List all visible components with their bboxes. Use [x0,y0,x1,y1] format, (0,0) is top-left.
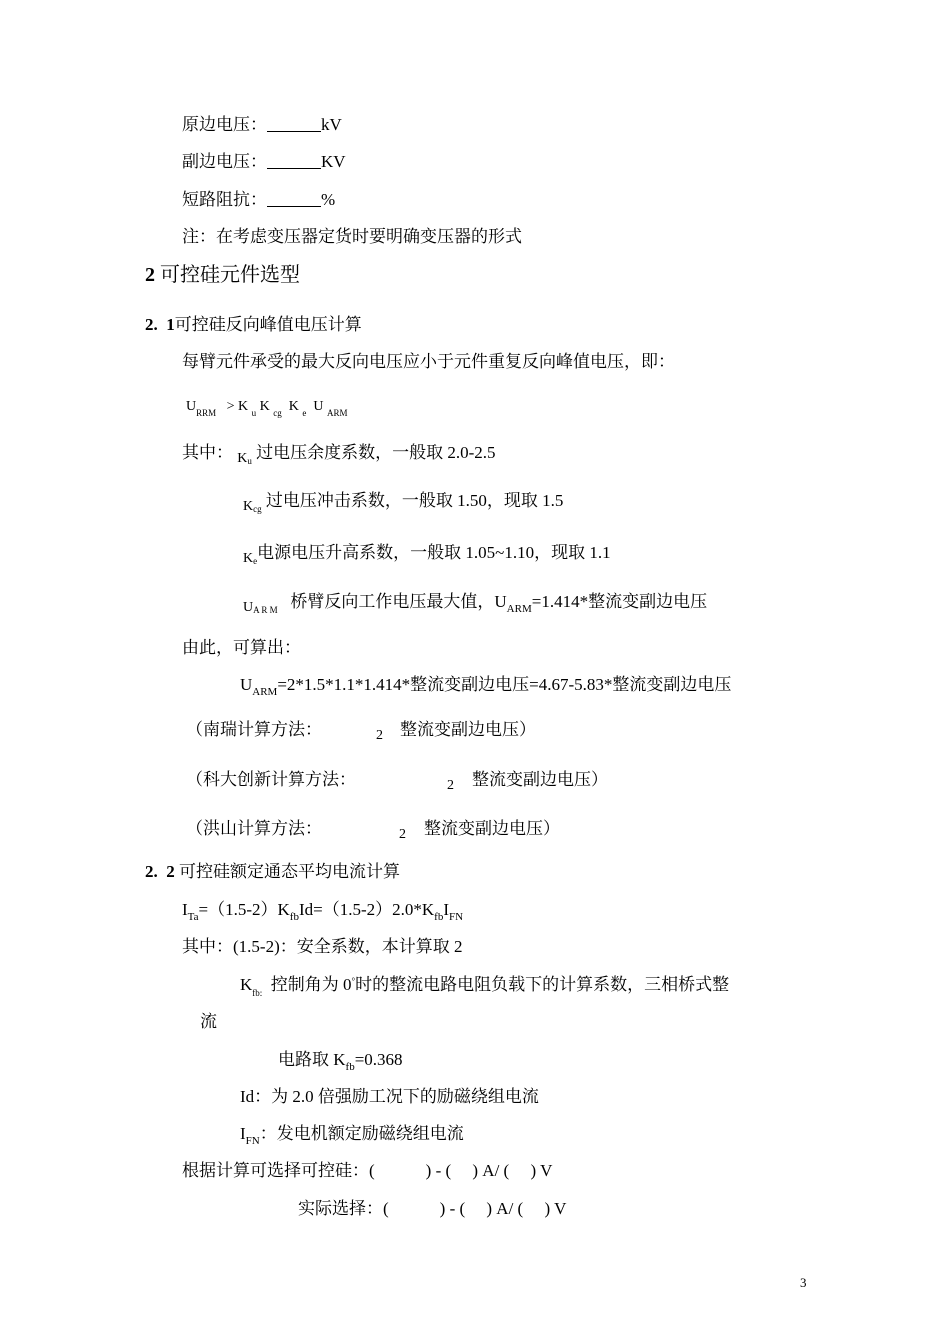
blank-line [267,152,321,169]
param-kcg: $_{Kcg}$ 过电压冲击系数，一般取 1.50，现取 1.5 [243,491,564,514]
primary-voltage-line: 原边电压： kV [182,115,342,134]
subsection-heading-2-2: 2. 2 可控硅额定通态平均电流计算 [145,862,400,881]
blank-line [267,115,321,132]
secondary-voltage-line: 副边电压： KV [182,152,346,171]
actual-selection-line: 实际选择：( ) - ( ) A/ ( ) V [298,1199,567,1218]
intro-paragraph: 每臂元件承受的最大反向电压应小于元件重复反向峰值电压，即： [182,352,675,371]
uarm-result: $U_{ARM}=2*1.5*1.1*1.414*$整流变副边电压=4.67-5.83*整流变副边电压 [240,675,732,698]
transformer-note: 注：在考虑变压器定货时要明确变压器的形式 [182,227,522,246]
kfb-definition: $K_{fb:}$ 控制角为 0°时的整流电路电阻负载下的计算系数，三相桥式整 [240,975,730,998]
ifn-definition: $I_{FN}$：发电机额定励磁绕组电流 [240,1124,464,1147]
page-number: 3 [800,1275,807,1290]
current-formula: $I_{Ta}=(1.5-2)K_{fb}Id=(1.5-2)2.0*K_{fb}I_{FN}$ [182,900,464,923]
impedance-line: 短路阻抗： % [182,190,336,209]
method-keda: （科大创新计算方法： 2 整流变副边电压） [186,770,608,793]
kfb-continuation: 流 [200,1012,217,1031]
method-hongshan: （洪山计算方法： 2 整流变副边电压） [186,819,560,842]
blank-line [267,190,321,207]
param-ke: $_{Ke}$电源电压升高系数，一般取 1.05~1.10，现取 1.1 [243,543,611,566]
voltage-formula: $U_{RRM}$ > K $_u$ K $_{cg}$ K $_e$ U $_{ARM}$ [186,399,348,418]
subsection-heading-2-1: 2. 1可控硅反向峰值电压计算 [145,315,362,334]
kfb-value: 电路取 $K_{fb}=0.368$ [278,1050,403,1073]
param-uarm: $_{UA R M}$ 桥臂反向工作电压最大值，$U_{ARM}=1.414*$整流变副边电压 [243,592,708,615]
param-ku: 其中： $_{Ku}$ 过电压余度系数，一般取 2.0-2.5 [182,443,496,466]
calc-selection-line: 根据计算可选择可控硅：( ) - ( ) A/ ( ) V [182,1161,553,1180]
section-heading: 2 可控硅元件选型 [145,264,300,286]
thus-line: 由此，可算出： [182,638,301,657]
id-definition: Id：为 2.0 倍强励工况下的励磁绕组电流 [240,1087,539,1106]
safety-factor-line: 其中：(1.5-2)：安全系数，本计算取 2 [182,937,463,956]
method-nanrui: （南瑞计算方法： 2 整流变副边电压） [186,720,536,743]
